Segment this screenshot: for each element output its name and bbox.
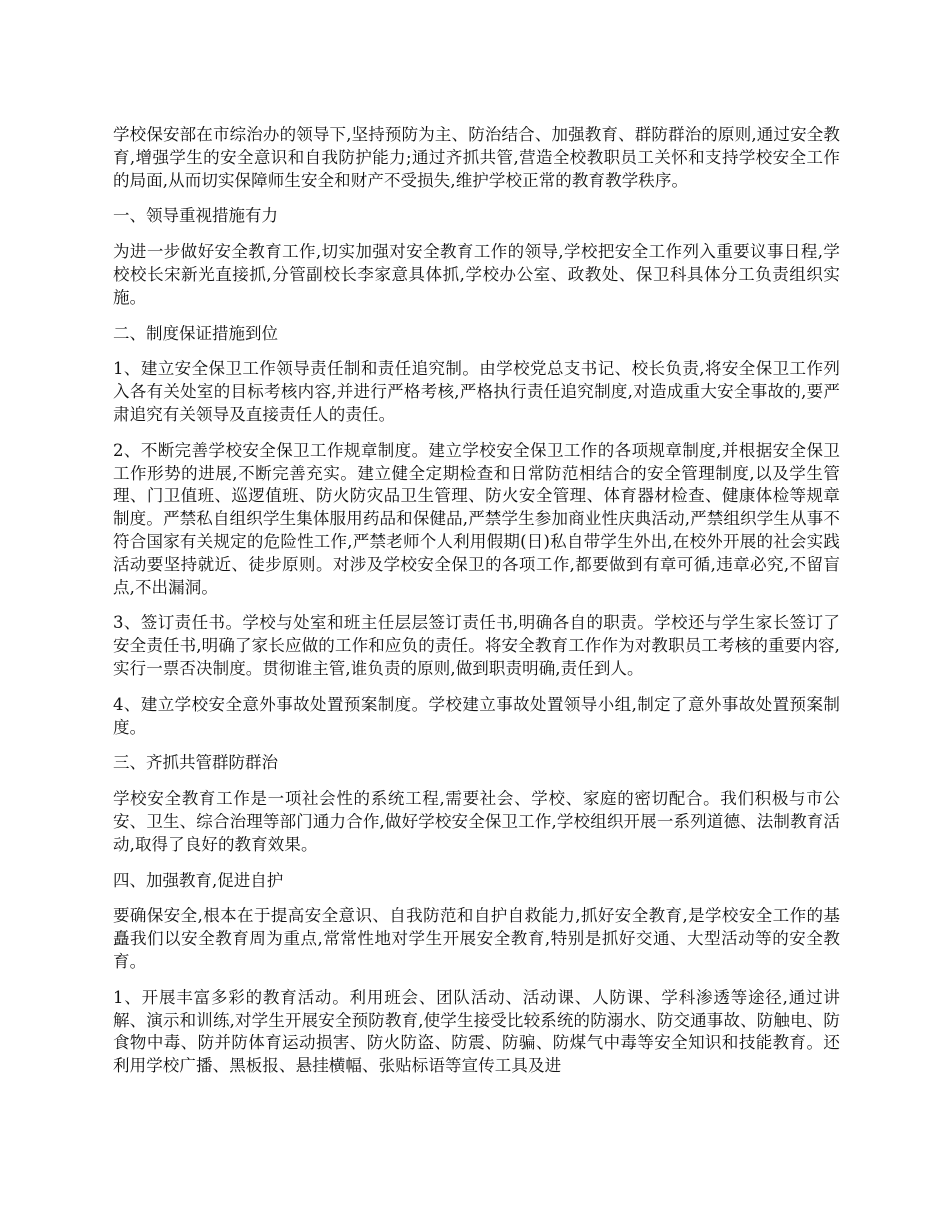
document-body (113, 124, 840, 1091)
intro-paragraph: 学校保安部在市综治办的领导下,坚持预防为主、防治结合、加强教育、群防群治的原则,通过安全教育,增强学生的安全意识和自我防护能力;通过齐抓共管,营造全校教职员工关怀和支持学校安全工作的局面,从而切实保障师生安全和财产不受损失,维护学校正常的教育教学秩序。 (113, 125, 840, 190)
section-heading-4: 四、加强教育,促进自护 (113, 870, 284, 890)
section-heading-1: 一、领导重视措施有力 (113, 206, 278, 226)
section-3-paragraph: 学校安全教育工作是一项社会性的系统工程,需要社会、学校、家庭的密切配合。我们积极与市公安、卫生、综合治理等部门通力合作,做好学校安全保卫工作,学校组织开展一系列道德、法制教育活动,取得了良好的教育效果。 (113, 789, 840, 854)
section-1-paragraph: 为进一步做好安全教育工作,切实加强对安全教育工作的领导,学校把安全工作列入重要议事日程,学校校长宋新光直接抓,分管副校长李家意具体抓,学校办公室、政教处、保卫科具体分工负责组织实施。 (113, 242, 840, 307)
section-2-item-1: 1、建立安全保卫工作领导责任制和责任追究制。由学校党总支书记、校长负责,将安全保卫工作列入各有关处室的目标考核内容,并进行严格考核,严格执行责任追究制度,对造成重大安全事故的,要严肃追究有关领导及直接责任人的责任。 (113, 359, 840, 424)
section-4-paragraph: 要确保安全,根本在于提高安全意识、自我防范和自护自救能力,抓好安全教育,是学校安全工作的基矗我们以安全教育周为重点,常常性地对学生开展安全教育,特别是抓好交通、大型活动等的安全教育。 (113, 906, 840, 971)
section-heading-3: 三、齐抓共管群防群治 (113, 753, 278, 773)
section-2-item-4: 4、建立学校安全意外事故处置预案制度。学校建立事故处置领导小组,制定了意外事故处置预案制度。 (113, 694, 840, 737)
section-heading-2: 二、制度保证措施到位 (113, 323, 278, 343)
section-4-item-1: 1、开展丰富多彩的教育活动。利用班会、团队活动、活动课、人防课、学科渗透等途径,通过讲解、演示和训练,对学生开展安全预防教育,使学生接受比较系统的防溺水、防交通事故、防触电、防食物中毒、防并防体育运动损害、防火防盗、防震、防骗、防煤气中毒等安全知识和技能教育。还利用学校广播、黑板报、悬挂横幅、张贴标语等宣传工具及进 (113, 987, 840, 1076)
section-2-item-2: 2、不断完善学校安全保卫工作规章制度。建立学校安全保卫工作的各项规章制度,并根据安全保卫工作形势的进展,不断完善充实。建立健全定期检查和日常防范相结合的安全管理制度,以及学生管理、门卫值班、巡逻值班、防火防灾品卫生管理、防火安全管理、体育器材检查、健康体检等规章制度。严禁私自组织学生集体服用药品和保健品,严禁学生参加商业性庆典活动,严禁组织学生从事不符合国家有关规定的危险性工作,严禁老师个人利用假期(日)私自带学生外出,在校外开展的社会实践活动要坚持就近、徒步原则。对涉及学校安全保卫的各项工作,都要做到有章可循,违章必究,不留盲点,不出漏洞。 (113, 440, 840, 597)
section-2-item-3: 3、签订责任书。学校与处室和班主任层层签订责任书,明确各自的职责。学校还与学生家长签订了安全责任书,明确了家长应做的工作和应负的责任。将安全教育工作作为对教职员工考核的重要内容,实行一票否决制度。贯彻谁主管,谁负责的原则,做到职责明确,责任到人。 (113, 613, 840, 678)
